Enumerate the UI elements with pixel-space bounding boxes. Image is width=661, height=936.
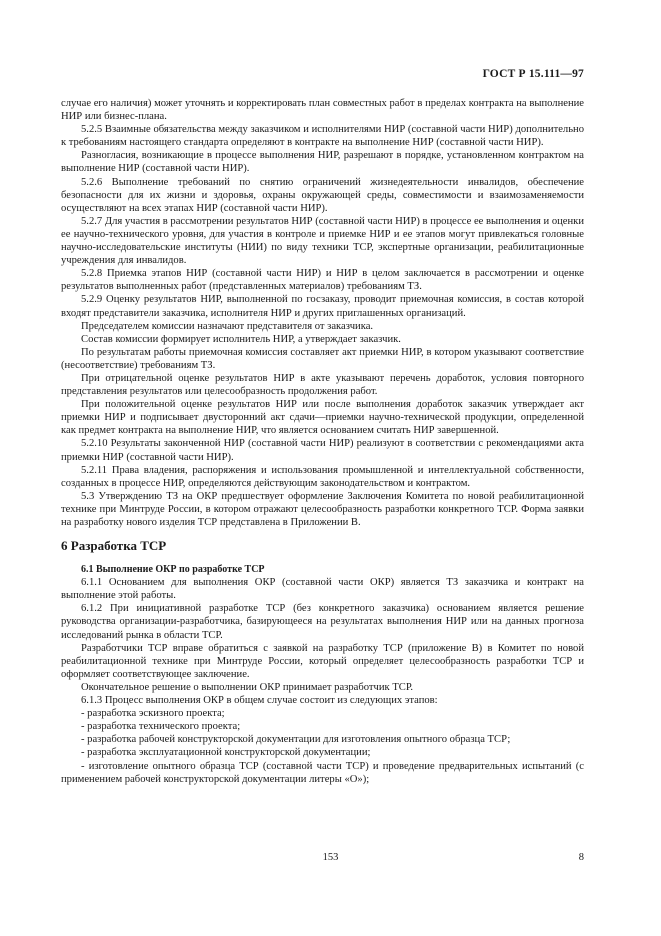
bottom-paragraphs — [61, 576, 584, 707]
page-number-right: 8 — [578, 852, 584, 863]
paragraph: 5.2.7 Для участия в рассмотрении результатов НИР (составной части НИР) в процессе ее выполнения и оценки ее научно-технического уровня, для участия в контроле и приемке НИР и ее этапов могут привлекаться головные научно-исследовательские институты (НИИ) по виду техники ТСР, экспертные организации, реабилитационные учреждения для инвалидов. — [61, 215, 584, 267]
paragraph: 5.2.11 Права владения, распоряжения и использования промышленной и интеллектуальной собственности, созданных в процессе НИР, определяются действующим законодательством и контрактом. — [61, 464, 584, 489]
paragraph: Состав комиссии формирует исполнитель НИР, а утверждает заказчик. — [81, 333, 401, 345]
paragraph: 5.2.6 Выполнение требований по снятию ограничений жизнедеятельности инвалидов, обеспечение безопасности для их жизни и здоровья, охраны окружающей среды, совместимости и взаимозаменяемости осуществляют на всех этапах НИР (составной части НИР). — [61, 176, 584, 214]
section-heading: 6 Разработка ТСР — [61, 538, 167, 554]
paragraph: 5.2.9 Оценку результатов НИР, выполненной по госзаказу, проводит приемочная комиссия, в состав которой входят представители заказчика, исполнителя НИР и других приглашенных организаций. — [61, 294, 584, 319]
paragraph: 6.1.3 Процесс выполнения ОКР в общем случае состоит из следующих этапов: — [81, 695, 438, 707]
list-item: - разработка эксплуатационной конструкторской документации; — [81, 747, 371, 759]
body-text — [61, 97, 584, 786]
document-code: ГОСТ Р 15.111—97 — [482, 68, 584, 80]
list-item: - разработка эскизного проекта; — [81, 708, 225, 720]
list-item: - изготовление опытного образца ТСР (составной части ТСР) и проведение предварительных испытаний (с применением рабочей конструкторской документации литеры «О»); — [61, 760, 584, 785]
paragraph: 5.2.10 Результаты законченной НИР (составной части НИР) реализуют в соответствии с рекомендациями акта приемки НИР (составной части НИР). — [61, 438, 584, 463]
paragraph: 5.3 Утверждению ТЗ на ОКР предшествует оформление Заключения Комитета по новой реабилитационной технике при Минтруде России, в котором отражают целесообразность разработки конкретного ТСР. Форма заявки на разработку нового изделия ТСР представлена в Приложении В. — [61, 490, 584, 528]
paragraph: Председателем комиссии назначают представителя от заказчика. — [81, 320, 374, 332]
paragraph: 5.2.8 Приемка этапов НИР (составной части НИР) и НИР в целом заключается в рассмотрении и оценке результатов выполненных работ (представленных материалов) требованиям ТЗ. — [61, 268, 584, 293]
paragraph: Разработчики ТСР вправе обратиться с заявкой на разработку ТСР (приложение В) в Комитет по новой реабилитационной технике при Минтруде России, который определяет целесообразность разработки ТСР и оформляет соответствующее заключение. — [61, 642, 584, 680]
top-paragraphs — [61, 97, 584, 529]
paragraph: При отрицательной оценке результатов НИР в акте указывают перечень доработок, условия повторного представления результатов или целесообразность продолжения работ. — [61, 372, 584, 398]
paragraph: случае его наличия) может уточнять и корректировать план совместных работ в пределах контракта на выполнение НИР или бизнес-плана. — [61, 98, 584, 123]
paragraph: 6.1.1 Основанием для выполнения ОКР (составной части ОКР) является ТЗ заказчика и контракт на выполнение этой работы. — [61, 577, 584, 602]
subsection-heading-paragraph — [61, 563, 584, 576]
paragraph: По результатам работы приемочная комиссия составляет акт приемки НИР, в котором указывают соответствие (несоответствие) требованиям ТЗ. — [61, 346, 584, 371]
list-item: - разработка технического проекта; — [81, 721, 241, 733]
paragraph: 5.2.5 Взаимные обязательства между заказчиком и исполнителями НИР (составной части НИР) дополнительно к требованиям настоящего стандарта определяют в контракте на выполнение НИР (составной части НИР). — [61, 124, 584, 149]
paragraph: При положительной оценке результатов НИР или после выполнения доработок заказчик утверждает акт приемки НИР и подписывает двусторонний акт сдачи—приемки научно-технической продукции, определенной как предмет контракта на выполнение НИР, что является основанием считать НИР завершенной. — [61, 399, 584, 437]
list-item: - разработка рабочей конструкторской документации для изготовления опытного образца ТСР; — [81, 734, 511, 746]
page-number-center: 153 — [322, 852, 339, 863]
subsection-heading: 6.1 Выполнение ОКР по разработке ТСР — [81, 564, 265, 576]
stage-list — [61, 707, 584, 786]
paragraph: 6.1.2 При инициативной разработке ТСР (без конкретного заказчика) основанием является решение руководства организации-разработчика, базирующееся на результатах выполнения НИР или на данных прогноза исследований рынка в области ТСР. — [61, 603, 584, 641]
paragraph: Окончательное решение о выполнении ОКР принимает разработчик ТСР. — [81, 681, 414, 693]
paragraph: Разногласия, возникающие в процессе выполнения НИР, разрешают в порядке, установленном контрактом на выполнение НИР (составной части НИР). — [61, 150, 584, 175]
